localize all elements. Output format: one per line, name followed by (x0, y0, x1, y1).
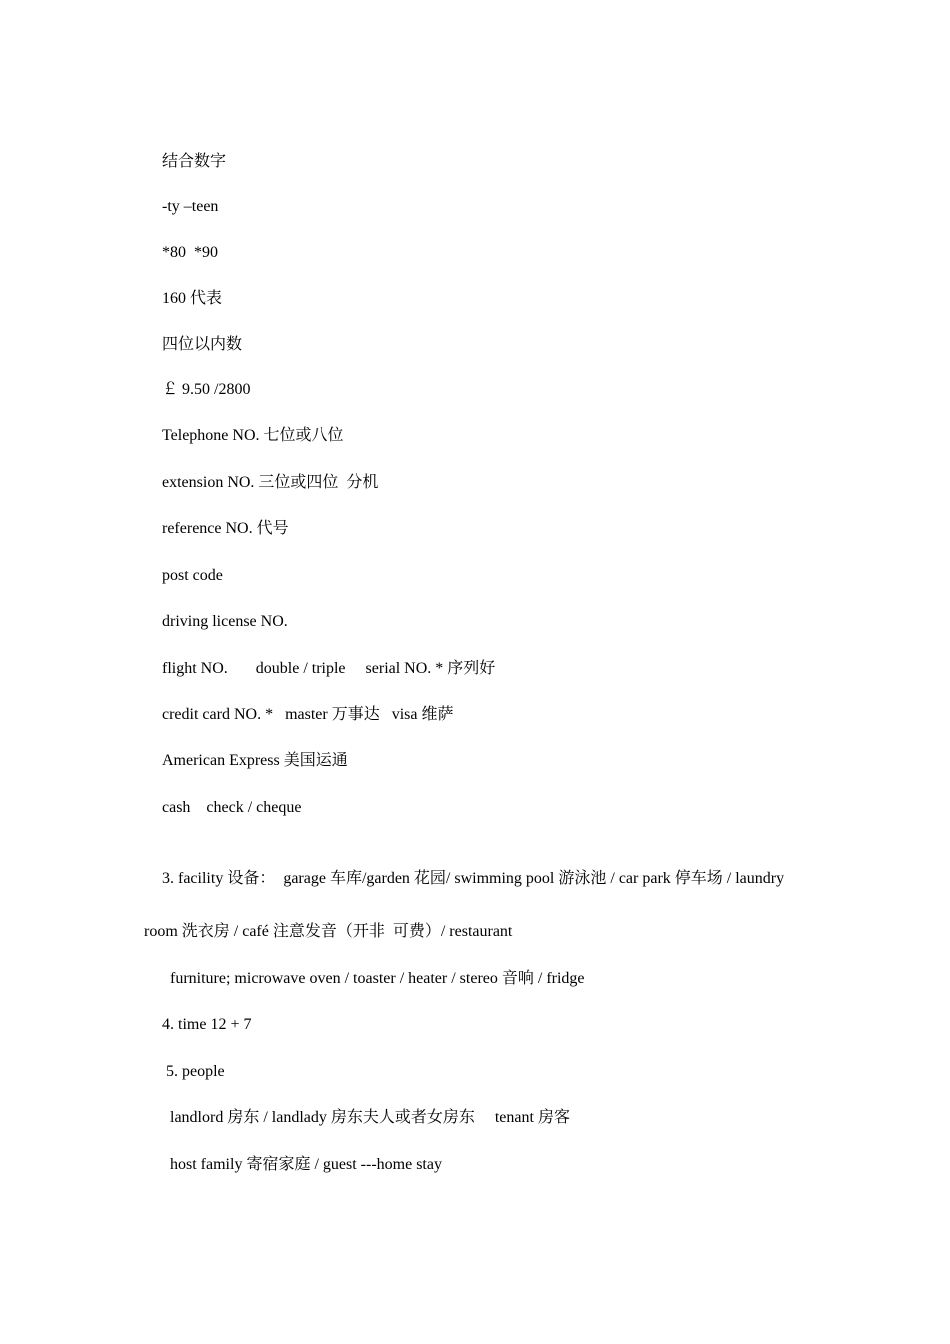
text-line: 5. people (166, 1063, 225, 1080)
text-line: landlord 房东 / landlady 房东夫人或者女房东 tenant 房客 (170, 1109, 570, 1126)
text-line: post code (162, 567, 223, 584)
text-line: credit card NO. * master 万事达 visa 维萨 (162, 706, 454, 723)
text-line: cash check / cheque (162, 799, 302, 816)
text-line: driving license NO. (162, 613, 288, 630)
text-line: room 洗衣房 / café 注意发音（开非 可费）/ restaurant (144, 923, 513, 940)
text-line: 四位以内数 (162, 336, 243, 353)
text-line: reference NO. 代号 (162, 520, 289, 537)
text-line: host family 寄宿家庭 / guest ---home stay (170, 1156, 442, 1173)
text-line: 4. time 12 + 7 (162, 1016, 252, 1033)
text-line: extension NO. 三位或四位 分机 (162, 474, 379, 491)
text-line: Telephone NO. 七位或八位 (162, 427, 344, 444)
text-line: flight NO. double / triple serial NO. * 序列好 (162, 660, 496, 677)
text-line: ￡ 9.50 /2800 (162, 381, 251, 398)
text-line: 3. facility 设备： garage 车库/garden 花园/ swimming pool 游泳池 / car park 停车场 / laundry (162, 870, 785, 887)
text-line: 160 代表 (162, 290, 223, 307)
text-line: -ty –teen (162, 198, 219, 215)
text-line: *80 *90 (162, 244, 218, 261)
text-line: American Express 美国运通 (162, 752, 348, 769)
text-line: 结合数字 (162, 153, 227, 170)
text-line: furniture; microwave oven / toaster / heater / stereo 音响 / fridge (170, 970, 585, 987)
